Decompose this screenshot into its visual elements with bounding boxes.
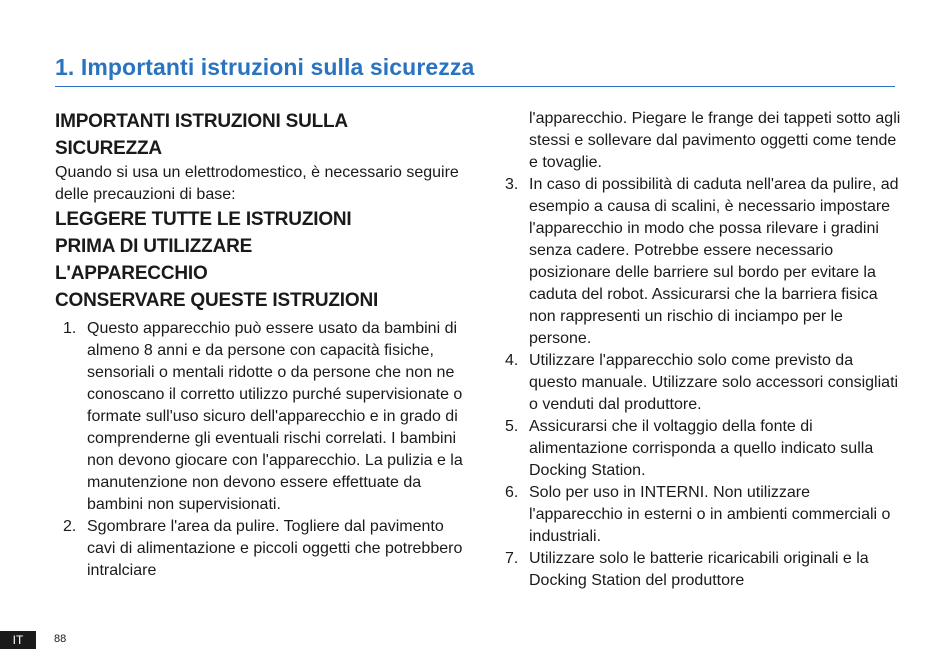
list-item-continuation: l'apparecchio. Piegare le frange dei tappeti sotto agli stessi e sollevare dal pavimento oggetti come tende e tovaglie. bbox=[529, 110, 901, 171]
heading-important-line2: SICUREZZA bbox=[55, 138, 162, 159]
list-item bbox=[505, 174, 905, 350]
title-divider bbox=[55, 86, 895, 87]
list-item-text: Utilizzare solo le batterie ricaricabili originali e la Docking Station del produttore bbox=[529, 550, 869, 589]
heading-important-line1: IMPORTANTI ISTRUZIONI SULLA bbox=[55, 111, 348, 132]
list-item bbox=[505, 482, 905, 548]
list-item-number: 6. bbox=[505, 484, 519, 501]
list-item bbox=[505, 416, 905, 482]
list-item-text: In caso di possibilità di caduta nell'area da pulire, ad esempio a causa di scalini, è necessario impostare l'apparecchio in modo che possa rilevare i gradini senza cadere. Potrebbe essere necessario posizionare delle barriere sul bordo per evitare la caduta del robot. Assicurarsi che la barriera fisica non rappresenti un rischio di inciampo per le persone. bbox=[529, 176, 899, 347]
list-item-text: Utilizzare l'apparecchio solo come previsto da questo manuale. Utilizzare solo accessori consigliati o venduti dal produttore. bbox=[529, 352, 899, 413]
list-item-number: 2. bbox=[63, 518, 77, 535]
list-item bbox=[55, 516, 465, 582]
list-item-text: Assicurarsi che il voltaggio della fonte di alimentazione corrisponda a quello indicato sulla Docking Station. bbox=[529, 418, 874, 479]
safety-list-right bbox=[505, 174, 905, 592]
section-title: 1. Importanti istruzioni sulla sicurezza bbox=[55, 54, 475, 80]
list-item bbox=[505, 350, 905, 416]
page-number: 88 bbox=[54, 633, 67, 645]
list-item-text: Sgombrare l'area da pulire. Togliere dal pavimento cavi di alimentazione e piccoli oggetti che potrebbero intralciare bbox=[87, 518, 463, 579]
safety-list-left bbox=[55, 318, 465, 582]
heading-keep-instructions: CONSERVARE QUESTE ISTRUZIONI bbox=[55, 290, 379, 311]
list-item-number: 1. bbox=[63, 320, 77, 337]
language-badge: IT bbox=[0, 631, 36, 649]
list-item-number: 3. bbox=[505, 176, 519, 193]
list-item-number: 4. bbox=[505, 352, 519, 369]
list-item-text: Questo apparecchio può essere usato da bambini di almeno 8 anni e da persone con capacità fisiche, sensoriali o mentali ridotte o da persone che non ne conoscano il corretto utilizzo purché supervisionate o formate sull'uso sicuro dell'apparecchio e in grado di comprenderne gli eventuali rischi correlati. I bambini non devono giocare con l'apparecchio. La pulizia e la manutenzione non devono essere effettuate da bambini non supervisionati. bbox=[87, 320, 463, 513]
left-column bbox=[55, 108, 465, 582]
heading-read-line3: L'APPARECCHIO bbox=[55, 263, 208, 284]
intro-paragraph: Quando si usa un elettrodomestico, è necessario seguire delle precauzioni di base: bbox=[55, 164, 459, 203]
heading-read-line2: PRIMA DI UTILIZZARE bbox=[55, 236, 253, 257]
list-item-number: 5. bbox=[505, 418, 519, 435]
right-column bbox=[505, 108, 905, 592]
list-item-text: Solo per uso in INTERNI. Non utilizzare l'apparecchio in esterni o in ambienti commerciali o industriali. bbox=[529, 484, 891, 545]
list-item bbox=[55, 318, 465, 516]
list-item-number: 7. bbox=[505, 550, 519, 567]
list-item bbox=[505, 548, 905, 592]
heading-read-line1: LEGGERE TUTTE LE ISTRUZIONI bbox=[55, 209, 352, 230]
